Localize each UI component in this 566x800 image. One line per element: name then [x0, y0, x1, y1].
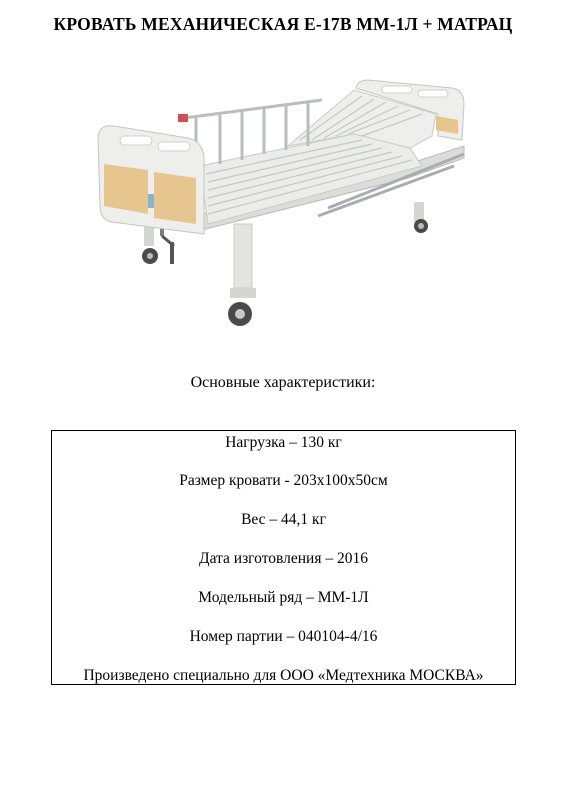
- spec-model-line: Модельный ряд – ММ-1Л: [198, 589, 369, 606]
- spec-size: Размер кровати - 203х100х50см: [179, 472, 388, 489]
- front-footboard: [98, 126, 204, 234]
- spec-load: Нагрузка – 130 кг: [225, 434, 342, 451]
- spec-manufacture-date: Дата изготовления – 2016: [199, 550, 368, 567]
- back-right-wheel: [414, 202, 428, 233]
- spec-weight: Вес – 44,1 кг: [241, 511, 326, 528]
- spec-manufacturer-note: Произведено специально для ООО «Медтехника МОСКВА»: [83, 667, 484, 684]
- rail-latch: [178, 114, 188, 122]
- front-right-leg: [228, 224, 256, 326]
- specs-heading: Основные характеристики:: [190, 374, 376, 391]
- spec-batch-number: Номер партии – 040104-4/16: [189, 628, 378, 645]
- specs-table: [51, 430, 516, 685]
- hospital-bed-image: [92, 74, 476, 342]
- page-title: КРОВАТЬ МЕХАНИЧЕСКАЯ Е-17В ММ-1Л + МАТРАЦ: [53, 14, 513, 34]
- back-left-wheel: [142, 222, 158, 264]
